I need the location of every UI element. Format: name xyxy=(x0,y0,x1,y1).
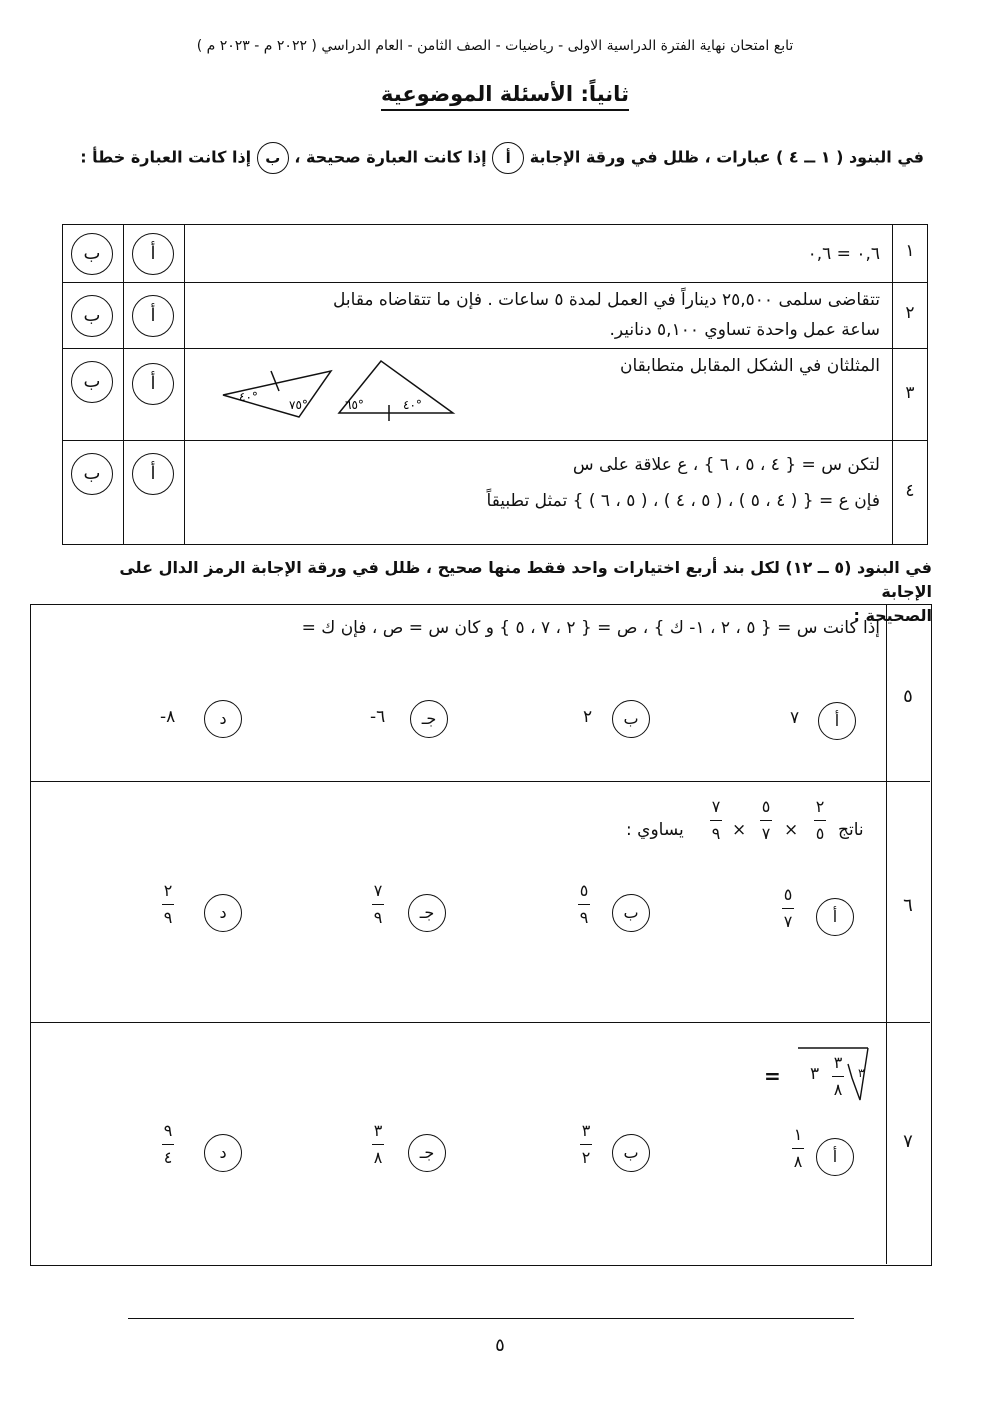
tf-2-line1: تتقاضى سلمى ٢٥,٥٠٠ ديناراً في العمل لمدة ٥ ساعات . فإن ما تتقاضاه مقابل xyxy=(333,290,880,310)
tf-4-line1: لتكن س = { ٤ ، ٥ ، ٦ } ، ع علاقة على س xyxy=(572,455,880,475)
q7-option-a-den: ٨ xyxy=(793,1152,803,1171)
q7-option-c-circle[interactable]: جـ xyxy=(408,1134,446,1172)
q7-expression xyxy=(760,1044,870,1104)
tf-row-3 xyxy=(63,349,928,441)
q7-mixed-den: ٨ xyxy=(833,1080,843,1099)
tf-2-option-a[interactable]: أ xyxy=(132,295,174,337)
q6-times-1: × xyxy=(784,820,799,840)
exam-header: تابع امتحان نهاية الفترة الدراسية الاولى - رياضيات - الصف الثامن - العام الدراسي ( ٢٠٢٢ م - ٢٠٢٣ م ) xyxy=(196,38,794,54)
tf-4-opt-a-cell xyxy=(124,441,185,545)
q7-option-d-frac xyxy=(158,1120,178,1169)
q5-option-a-value: ٧ xyxy=(790,708,800,728)
q6-option-d-bar xyxy=(162,904,174,905)
q7-option-c-num: ٣ xyxy=(373,1121,383,1140)
q7-option-b-circle[interactable]: ب xyxy=(612,1134,650,1172)
q6-frac-1 xyxy=(810,796,830,845)
tf-instruction-part2: إذا كانت العبارة صحيحة ، xyxy=(294,147,487,167)
tf-instruction-part3: إذا كانت العبارة خطأ : xyxy=(80,147,252,167)
tf-2-line2: ساعة عمل واحدة تساوي ٥,١٠٠ دنانير. xyxy=(609,320,880,340)
q7-option-a-bar xyxy=(792,1148,804,1149)
q5-option-c-circle[interactable]: جـ xyxy=(410,700,448,738)
q7-whole: ٣ xyxy=(810,1064,820,1084)
q5-option-b-circle[interactable]: ب xyxy=(612,700,650,738)
q6-option-a-den: ٧ xyxy=(783,912,793,931)
section-title-text: ثانياً: الأسئلة الموضوعية xyxy=(381,82,629,111)
q7-mixed-num: ٣ xyxy=(833,1053,843,1072)
q7-option-c-bar xyxy=(372,1144,384,1145)
tf-2-opt-a-cell xyxy=(124,283,185,349)
symbol-b-circle: ب xyxy=(257,142,289,174)
tf-4-opt-b-cell xyxy=(63,441,124,545)
q7-option-d-den: ٤ xyxy=(163,1148,173,1167)
tf-row-1 xyxy=(63,225,928,283)
tf-1-option-a[interactable]: أ xyxy=(132,233,174,275)
q7-equals: = xyxy=(764,1064,781,1088)
tf-4-option-a[interactable]: أ xyxy=(132,453,174,495)
q6-option-d-circle[interactable]: د xyxy=(204,894,242,932)
q6-frac-2-num: ٥ xyxy=(761,797,771,816)
tf-3-statement-cell xyxy=(185,349,893,441)
tf-table xyxy=(62,224,928,545)
tf-4-statement xyxy=(185,441,892,519)
tf-1-statement xyxy=(185,225,892,269)
q6-option-b-num: ٥ xyxy=(579,881,589,900)
section-title xyxy=(350,82,660,106)
tf-3-option-a[interactable]: أ xyxy=(132,363,174,405)
tf-4-statement-cell xyxy=(185,441,893,545)
tf-1-opt-b-cell xyxy=(63,225,124,283)
triangle-1-angle-b: ٧٥° xyxy=(289,398,308,412)
tf-3-option-b[interactable]: ب xyxy=(71,361,113,403)
tf-2-option-b[interactable]: ب xyxy=(71,295,113,337)
tf-1-opt-a-cell xyxy=(124,225,185,283)
q6-option-c-num: ٧ xyxy=(373,881,383,900)
q6-frac-3-den: ٩ xyxy=(711,824,721,843)
tf-3-number: ٣ xyxy=(905,383,915,403)
q6-frac-3-num: ٧ xyxy=(711,797,721,816)
tf-2-statement xyxy=(185,283,892,345)
q6-frac-2 xyxy=(756,796,776,845)
q7-number: ٧ xyxy=(903,1131,913,1152)
q5-option-d-value: -٨ xyxy=(160,707,176,727)
q6-frac-1-den: ٥ xyxy=(815,824,825,843)
tf-row-2 xyxy=(63,283,928,349)
tf-4-line2: فإن ع = { ( ٤ ، ٥ ) ، ( ٥ ، ٤ ) ، ( ٥ ، ٦ ) } تمثل تطبيقاً xyxy=(486,491,880,511)
q7-mixed-frac xyxy=(828,1052,848,1101)
q5-option-c-value: -٦ xyxy=(370,707,386,727)
q7-mixed-bar xyxy=(832,1076,844,1077)
q6-option-b-bar xyxy=(578,904,590,905)
mc-row-divider-1 xyxy=(30,781,930,782)
q6-option-c-frac xyxy=(368,880,388,929)
q7-option-b-num: ٣ xyxy=(581,1121,591,1140)
q6-option-a-circle[interactable]: أ xyxy=(816,898,854,936)
q6-option-a-num: ٥ xyxy=(783,885,793,904)
q6-frac-2-bar xyxy=(760,820,772,821)
q6-option-a-bar xyxy=(782,908,794,909)
q6-frac-1-num: ٢ xyxy=(815,797,825,816)
q6-times-2: × xyxy=(732,820,747,840)
triangle-1-angle-a: ٤٠° xyxy=(239,390,258,404)
q7-option-d-circle[interactable]: د xyxy=(204,1134,242,1172)
tf-3-num-cell xyxy=(893,349,928,441)
tf-1-statement-text: ٠,٦ = ٠,٦ xyxy=(807,244,880,264)
tf-2-num-cell xyxy=(893,283,928,349)
mc-instruction-line1: في البنود (٥ ــ ١٢) لكل بند أربع اختيارات واحد فقط منها صحيح ، ظلل في ورقة الإجابة الرمز الدال على الإجابة xyxy=(119,558,932,601)
q6-option-c-circle[interactable]: جـ xyxy=(408,894,446,932)
q5-option-b-value: ٢ xyxy=(583,707,593,727)
q6-option-b-circle[interactable]: ب xyxy=(612,894,650,932)
tf-4-number: ٤ xyxy=(905,481,915,501)
tf-3-opt-a-cell xyxy=(124,349,185,441)
q6-option-c-den: ٩ xyxy=(373,908,383,927)
triangle-2-angle-b: ٤٠° xyxy=(403,398,422,412)
tf-1-number: ١ xyxy=(905,241,915,261)
triangle-2-angle-a: ٦٥° xyxy=(345,398,364,412)
q5-number: ٥ xyxy=(903,686,913,707)
tf-instruction xyxy=(64,142,924,174)
tf-instruction-part1: في البنود ( ١ ــ ٤ ) عبارات ، ظلل في ورقة الإجابة xyxy=(529,147,924,167)
q7-option-d-bar xyxy=(162,1144,174,1145)
q7-option-a-frac xyxy=(788,1124,808,1173)
mc-row-divider-2 xyxy=(30,1022,930,1023)
q5-question: إذا كانت س = { ٥ ، ٢ ، ١- ك } ، ص = { ٢ ، ٧ ، ٥ } و كان س = ص ، فإن ك = xyxy=(301,618,880,638)
q6-option-b-frac xyxy=(574,880,594,929)
tf-4-option-b[interactable]: ب xyxy=(71,453,113,495)
tf-1-option-b[interactable]: ب xyxy=(71,233,113,275)
q6-option-a-frac xyxy=(778,884,798,933)
q6-frac-2-den: ٧ xyxy=(761,824,771,843)
q7-option-b-den: ٢ xyxy=(581,1148,591,1167)
q6-option-b-den: ٩ xyxy=(579,908,589,927)
q5-option-a-circle[interactable]: أ xyxy=(818,702,856,740)
q7-option-b-bar xyxy=(580,1144,592,1145)
tf-1-statement-cell xyxy=(185,225,893,283)
q6-option-d-num: ٢ xyxy=(163,881,173,900)
footer-rule xyxy=(128,1318,854,1319)
q6-word: ناتج xyxy=(838,820,864,840)
tf-2-statement-cell xyxy=(185,283,893,349)
q5-option-d-circle[interactable]: د xyxy=(204,700,242,738)
mc-instruction-line2: الصحيحة : xyxy=(853,606,932,625)
tf-2-number: ٢ xyxy=(905,303,915,323)
triangle-1-tick xyxy=(271,371,279,391)
symbol-a-circle: أ xyxy=(492,142,524,174)
q6-option-d-den: ٩ xyxy=(163,908,173,927)
q6-frac-3-bar xyxy=(710,820,722,821)
q6-number: ٦ xyxy=(903,895,913,916)
q7-option-c-den: ٨ xyxy=(373,1148,383,1167)
tf-1-num-cell xyxy=(893,225,928,283)
q6-option-c-bar xyxy=(372,904,384,905)
page-number: ٥ xyxy=(495,1335,505,1356)
q6-frac-1-bar xyxy=(814,820,826,821)
tf-4-num-cell xyxy=(893,441,928,545)
triangles-figure xyxy=(221,357,461,427)
q7-option-b-frac xyxy=(576,1120,596,1169)
q7-option-a-num: ١ xyxy=(793,1125,803,1144)
tf-row-4 xyxy=(63,441,928,545)
tf-3-statement-text: المثلثان في الشكل المقابل متطابقان xyxy=(620,356,880,376)
q7-option-a-circle[interactable]: أ xyxy=(816,1138,854,1176)
tf-2-opt-b-cell xyxy=(63,283,124,349)
q6-tail: يساوي : xyxy=(626,820,684,840)
mc-number-divider xyxy=(886,604,887,1264)
tf-3-opt-b-cell xyxy=(63,349,124,441)
q6-option-d-frac xyxy=(158,880,178,929)
q6-frac-3 xyxy=(706,796,726,845)
q7-option-c-frac xyxy=(368,1120,388,1169)
q7-root-index: ٣ xyxy=(858,1066,865,1080)
q7-option-d-num: ٩ xyxy=(163,1121,173,1140)
